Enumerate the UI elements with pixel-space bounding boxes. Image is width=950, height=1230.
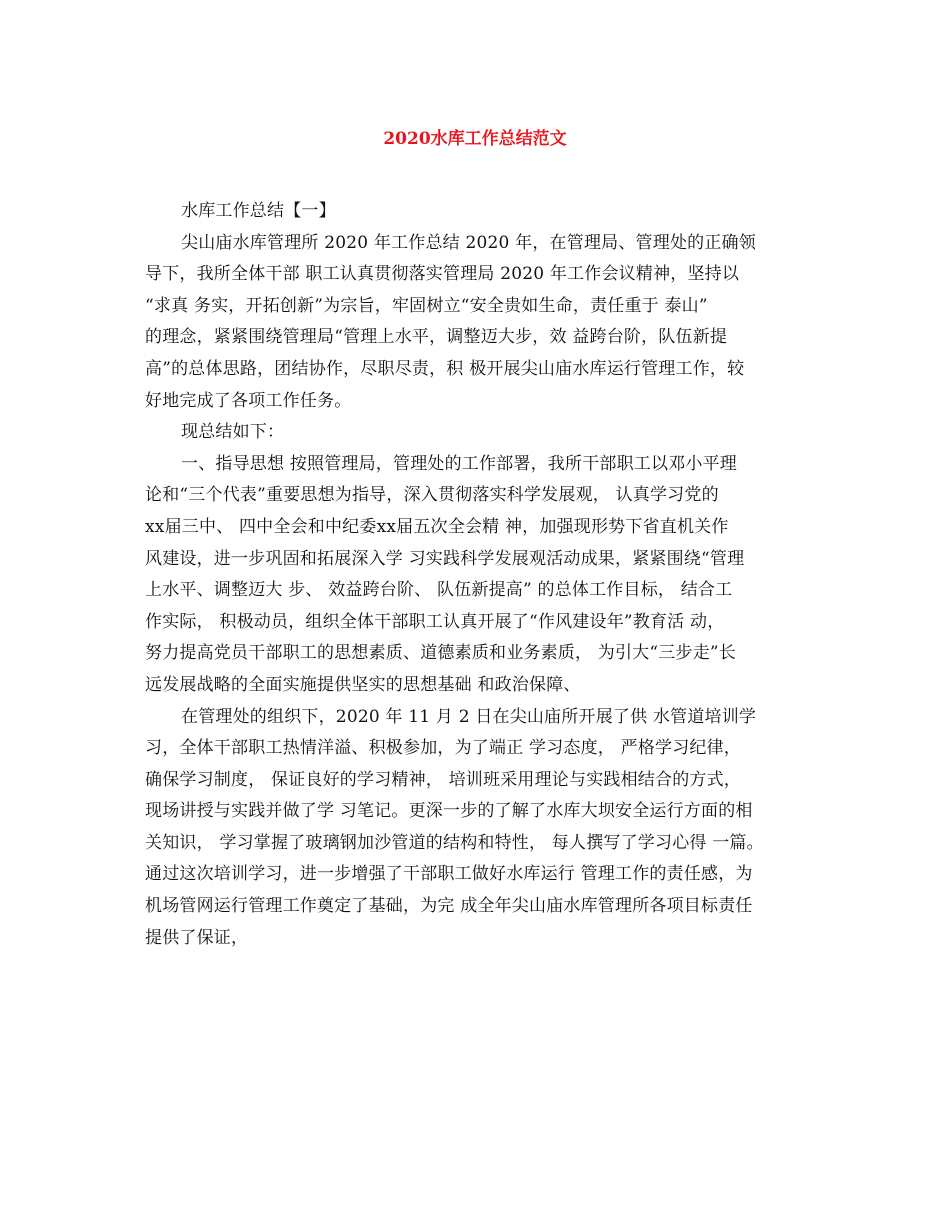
text-line: 远发展战略的全面实施提供坚实的思想基础 和政治保障、 (145, 674, 581, 695)
text-line: 现场讲授与实践并做了学 习笔记。更深一步的了解了水库大坝安全运行方面的相 (145, 801, 753, 822)
text-line: “求真 务实，开拓创新”为宗旨，牢固树立“安全贵如生命，责任重于 泰山” (145, 295, 708, 316)
document-body (145, 196, 825, 954)
text-line: xx届三中、 四中全会和中纪委xx届五次全会精 神，加强现形势下省直机关作 (145, 516, 729, 537)
document-title: 2020水库工作总结范文 (383, 129, 567, 149)
text-line: 高”的总体思路，团结协作，尽职尽责，积 极开展尖山庙水库运行管理工作，较 (145, 358, 745, 379)
text-line: 作实际， 积极动员，组织全体干部职工认真开展了“作风建设年”教育活 动， (145, 611, 725, 632)
text-line: 导下，我所全体干部 职工认真贯彻落实管理局 2020 年工作会议精神，坚持以 (145, 264, 740, 285)
text-line: 风建设，进一步巩固和拓展深入学 习实践科学发展观活动成果，紧紧围绕“管理 (145, 548, 745, 569)
text-line: 通过这次培训学习，进一步增强了干部职工做好水库运行 管理工作的责任感，为 (145, 864, 753, 885)
text-line: 机场管网运行管理工作奠定了基础，为完 成全年尖山庙水库管理所各项目标责任 (145, 896, 753, 917)
text-line: 上水平、调整迈大 步、 效益跨台阶、 队伍新提高” 的总体工作目标， 结合工 (145, 580, 733, 601)
text-line: 水库工作总结【一】 (181, 201, 336, 221)
text-line: 确保学习制度， 保证良好的学习精神， 培训班采用理论与实践相结合的方式， (145, 769, 742, 790)
text-line: 尖山庙水库管理所 2020 年工作总结 2020 年，在管理局、管理处的正确领 (181, 232, 756, 253)
text-line: 现总结如下： (181, 422, 285, 443)
text-line: 习，全体干部职工热情洋溢、积极参加，为了端正 学习态度， 严格学习纪律， (145, 738, 742, 759)
text-line: 的理念，紧紧围绕管理局“管理上水平，调整迈大步，效 益跨台阶，队伍新提 (145, 327, 728, 348)
text-line: 论和“三个代表”重要思想为指导，深入贯彻落实科学发展观， 认真学习党的 (145, 485, 719, 506)
text-line: 在管理处的组织下，2020 年 11 月 2 日在尖山庙所开展了供 水管道培训学 (181, 706, 757, 727)
text-line: 关知识， 学习掌握了玻璃钢加沙管道的结构和特性， 每人撰写了学习心得 一篇。 (145, 832, 764, 853)
text-line: 好地完成了各项工作任务。 (145, 390, 352, 411)
text-line: 一、指导思想 按照管理局，管理处的工作部署，我所干部职工以邓小平理 (181, 453, 738, 474)
text-line: 努力提高党员干部职工的思想素质、道德素质和业务素质， 为引大“三步走”长 (145, 643, 736, 664)
text-line: 提供了保证， (145, 927, 249, 948)
